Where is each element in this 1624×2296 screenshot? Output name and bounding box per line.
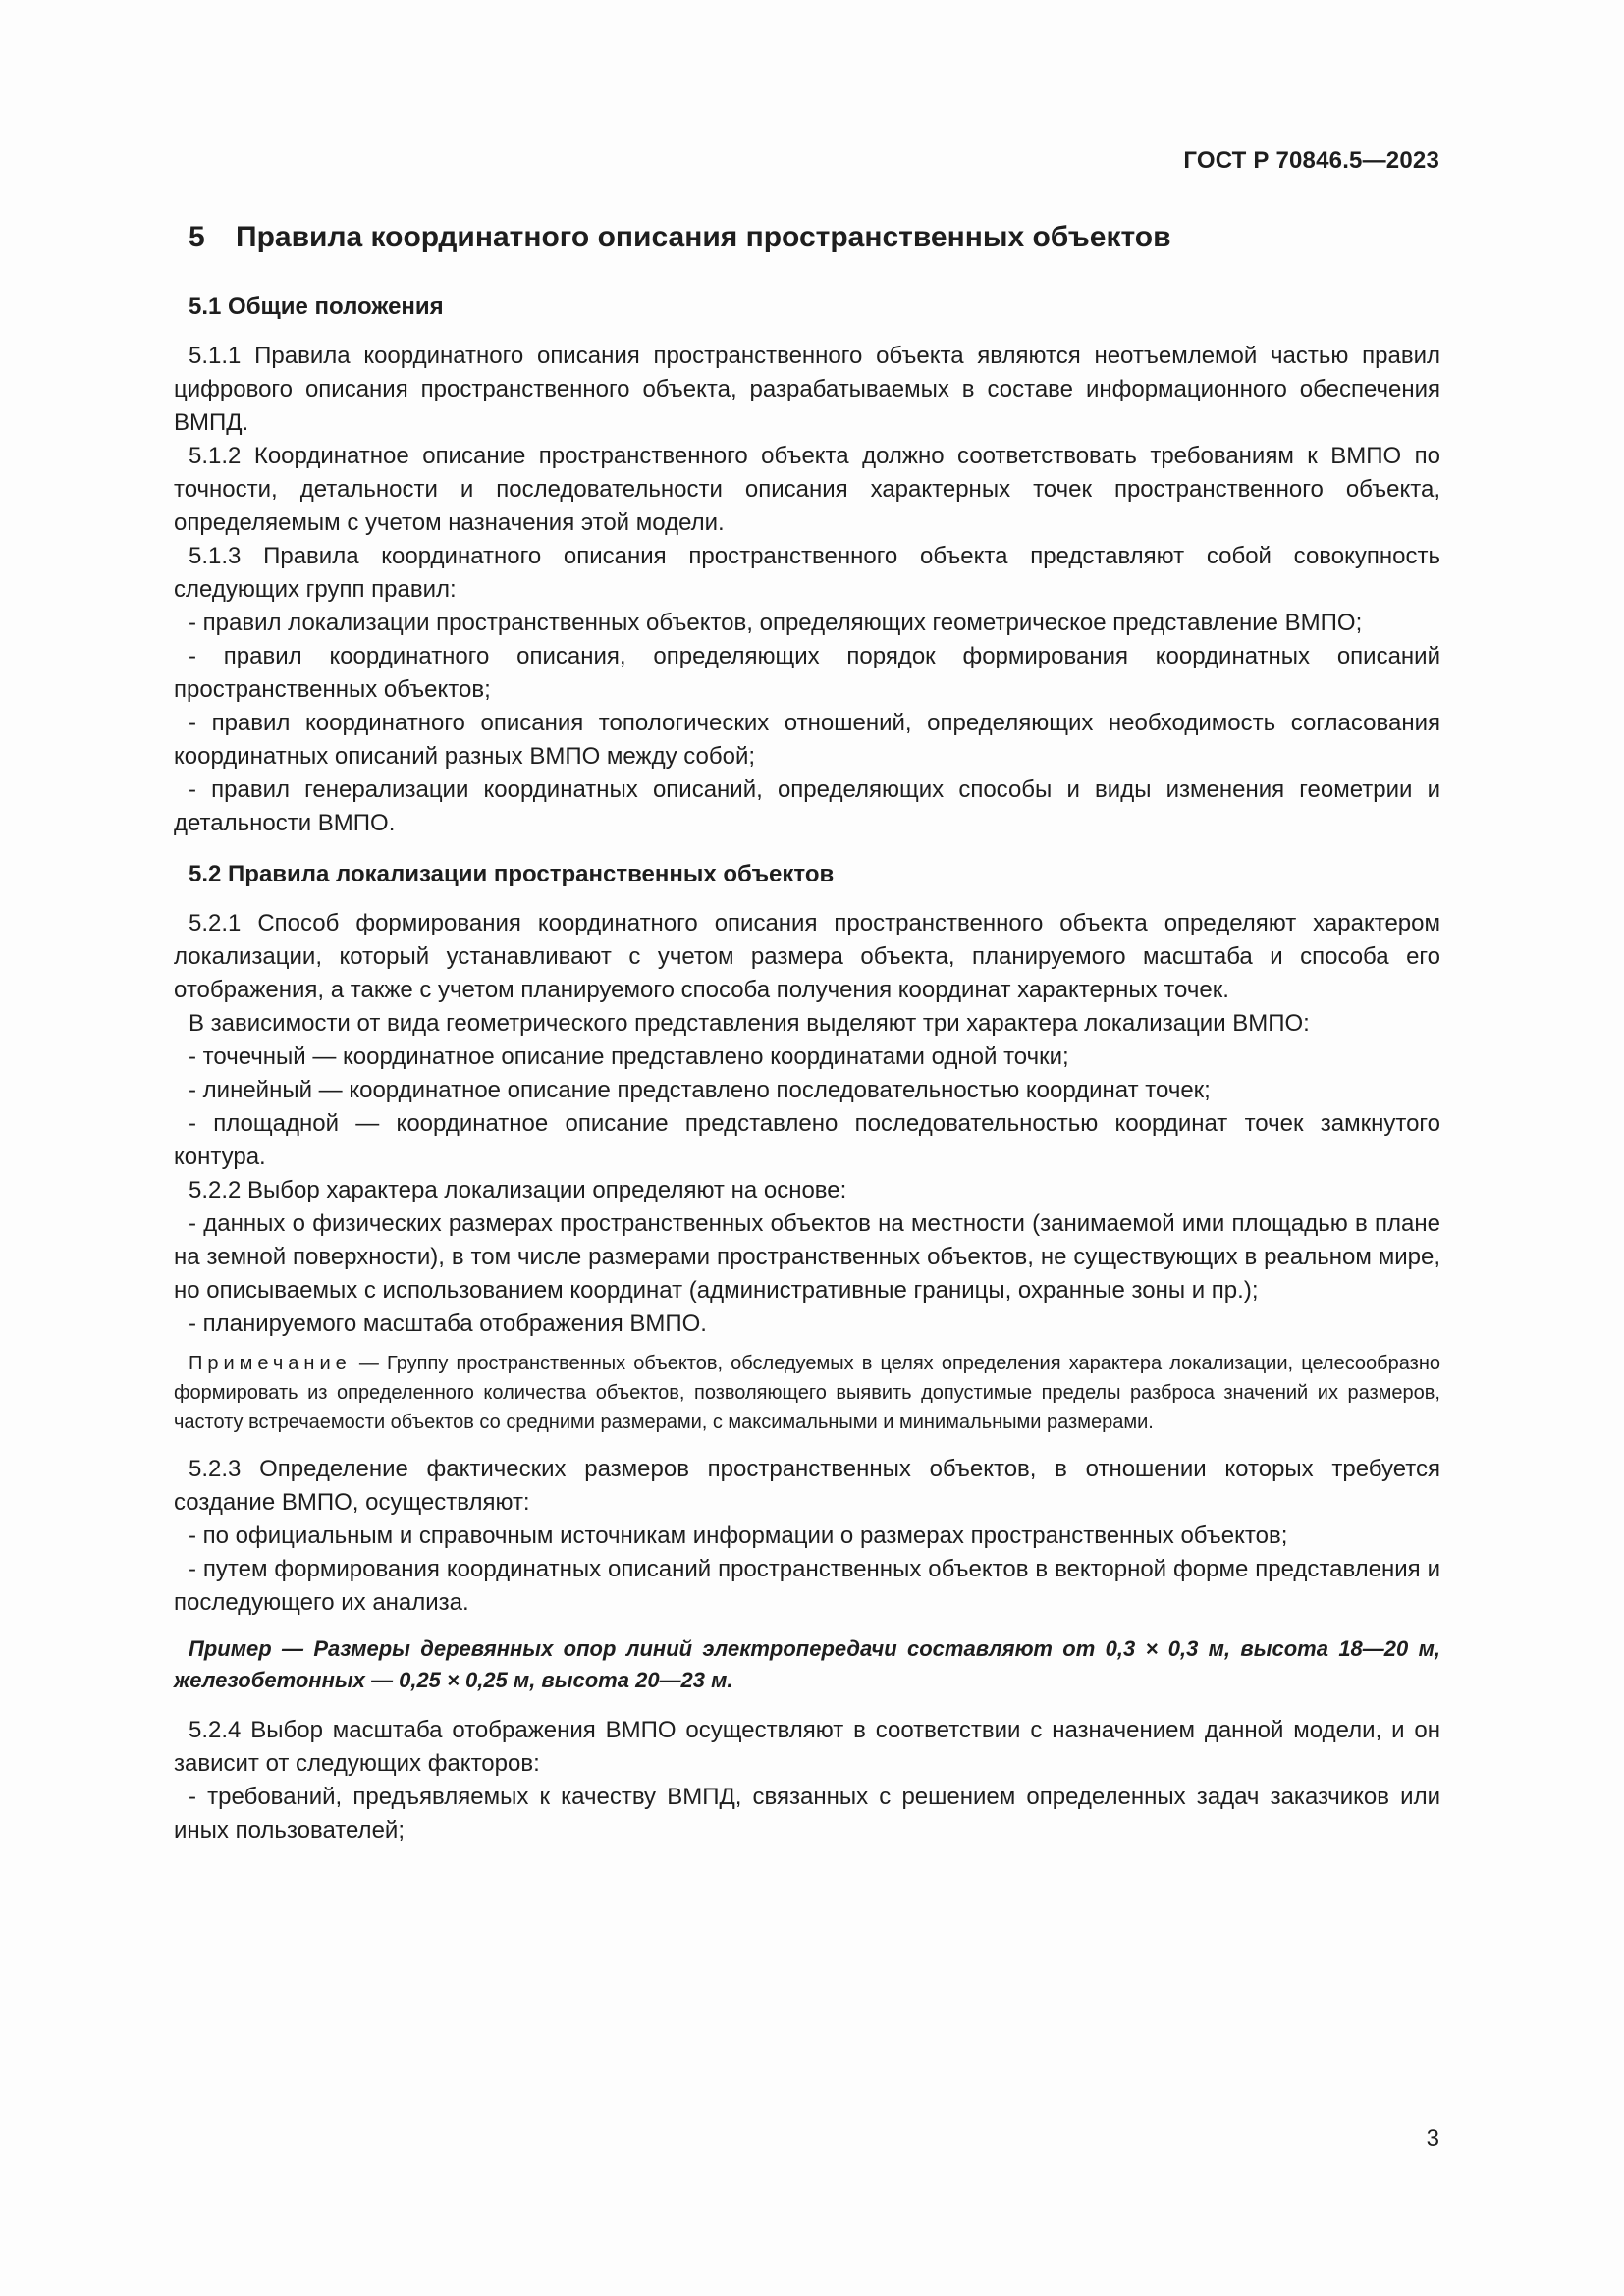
section-number: 5 bbox=[189, 221, 205, 253]
list-item: - требований, предъявляемых к качеству ВМПД, связанных с решением определенных задач заказчиков или иных пользователей; bbox=[174, 1784, 1440, 1843]
list-item: - линейный — координатное описание представлено последовательностью координат точек; bbox=[189, 1077, 1211, 1103]
list-item: - путем формирования координатных описаний пространственных объектов в векторной форме представления и последующего их анализа. bbox=[174, 1556, 1440, 1616]
paragraph: В зависимости от вида геометрического представления выделяют три характера локализации ВМПО: bbox=[189, 1010, 1310, 1037]
note bbox=[174, 1349, 1440, 1437]
list-item: - площадной — координатное описание представлено последовательностью координат точек замкнутого контура. bbox=[174, 1110, 1440, 1170]
list-item: - по официальным и справочным источникам информации о размерах пространственных объектов; bbox=[189, 1522, 1288, 1549]
page-number: 3 bbox=[1426, 2125, 1439, 2152]
note-text: — Группу пространственных объектов, обследуемых в целях определения характера локализации, целесообразно формировать из определенного количества объектов, позволяющего выявить допустимые пределы разброса значений их размеров, частоту встречаемости объектов со средними размерами, с максимальными и минимальными размерами. bbox=[174, 1353, 1440, 1433]
section-title: Правила координатного описания пространственных объектов bbox=[236, 221, 1171, 253]
list-item: - правил генерализации координатных описаний, определяющих способы и виды изменения геометрии и детальности ВМПО. bbox=[174, 776, 1440, 836]
list-item: - правил координатного описания, определяющих порядок формирования координатных описаний пространственных объектов; bbox=[174, 643, 1440, 703]
paragraph-5-2-2: 5.2.2 Выбор характера локализации определяют на основе: bbox=[189, 1177, 847, 1203]
subsection-heading-5-2: 5.2 Правила локализации пространственных объектов bbox=[189, 861, 835, 887]
paragraph-5-2-3: 5.2.3 Определение фактических размеров пространственных объектов, в отношении которых требуется создание ВМПО, осуществляют: bbox=[174, 1456, 1440, 1516]
list-item: - данных о физических размерах пространственных объектов на местности (занимаемой ими площадью в плане на земной поверхности), в том числе размерами пространственных объектов, не существующих в реальном мире, но описываемых с использованием координат (административные границы, охранные зоны и пр.); bbox=[174, 1210, 1440, 1304]
paragraph-5-1-1: 5.1.1 Правила координатного описания пространственного объекта являются неотъемлемой частью правил цифрового описания пространственного объекта, разрабатываемых в составе информационного обеспечения ВМПД. bbox=[174, 343, 1440, 436]
note-label: Примечание bbox=[189, 1353, 352, 1374]
list-item: - планируемого масштаба отображения ВМПО. bbox=[189, 1310, 707, 1337]
section-heading bbox=[174, 218, 1440, 257]
list-item: - точечный — координатное описание представлено координатами одной точки; bbox=[189, 1043, 1069, 1070]
list-item: - правил локализации пространственных объектов, определяющих геометрическое представление ВМПО; bbox=[189, 610, 1363, 636]
paragraph-5-2-1: 5.2.1 Способ формирования координатного описания пространственного объекта определяют характером локализации, который устанавливают с учетом размера объекта, планируемого масштаба и способа его отображения, а также с учетом планируемого способа получения координат характерных точек. bbox=[174, 910, 1440, 1003]
list-item: - правил координатного описания топологических отношений, определяющих необходимость согласования координатных описаний разных ВМПО между собой; bbox=[174, 710, 1440, 770]
example: Пример — Размеры деревянных опор линий электропередачи составляют от 0,3 × 0,3 м, высота 18—20 м, железобетонных — 0,25 × 0,25 м, высота 20—23 м. bbox=[174, 1636, 1440, 1692]
document-header: ГОСТ Р 70846.5—2023 bbox=[1183, 147, 1439, 174]
paragraph-5-1-3: 5.1.3 Правила координатного описания пространственного объекта представляют собой совокупность следующих групп правил: bbox=[174, 543, 1440, 603]
paragraph-5-2-4: 5.2.4 Выбор масштаба отображения ВМПО осуществляют в соответствии с назначением данной модели, и он зависит от следующих факторов: bbox=[174, 1717, 1440, 1777]
page-content bbox=[174, 218, 1440, 1847]
paragraph-5-1-2: 5.1.2 Координатное описание пространственного объекта должно соответствовать требованиям к ВМПО по точности, детальности и последовательности описания характерных точек пространственного объекта, определяемым с учетом назначения этой модели. bbox=[174, 443, 1440, 536]
subsection-heading-5-1: 5.1 Общие положения bbox=[189, 294, 444, 320]
